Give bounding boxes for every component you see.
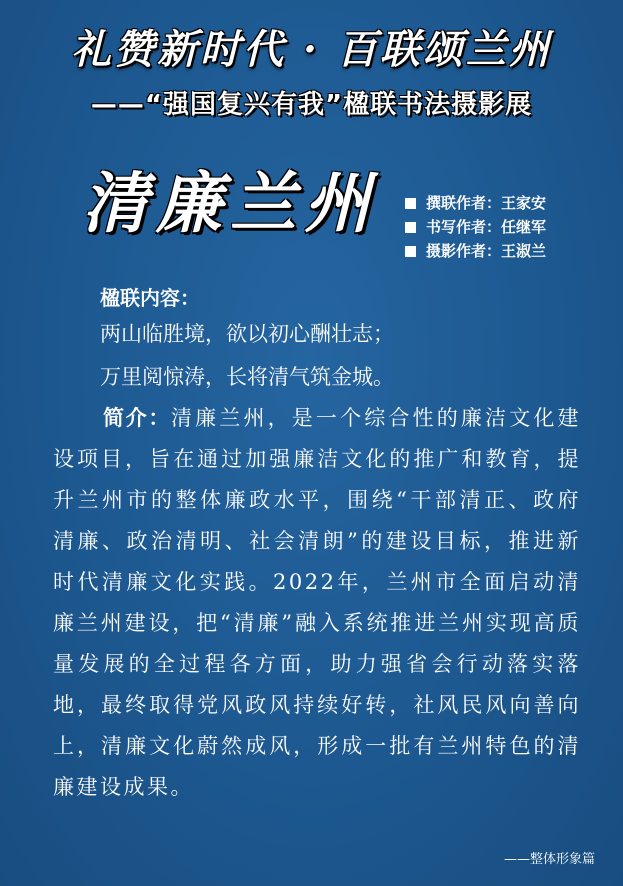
series-label: ——整体形象篇: [503, 852, 595, 867]
main-title: 礼赞新时代 · 百联颂兰州: [71, 26, 552, 73]
couplet-label: 楹联内容：: [100, 286, 200, 310]
credit-item: [405, 215, 546, 239]
credit-calligrapher: 书写作者：任继军: [426, 218, 547, 236]
credit-item: [405, 191, 546, 215]
credit-couplet-author: 撰联作者：王家安: [426, 194, 547, 212]
couplet-line-1: 两山临胜境，欲以初心酬壮志；: [100, 322, 394, 346]
credit-photographer: 摄影作者：王淑兰: [426, 242, 547, 260]
intro-paragraph: [53, 398, 581, 808]
intro-text: 清廉兰州，是一个综合性的廉洁文化建设项目，旨在通过加强廉洁文化的推广和教育，提升兰州市的整体廉政水平，围绕“干部清正、政府清廉、政治清明、社会清朗”的建设目标，推进新时代清廉文化实践。2022年，兰州市全面启动清廉兰州建设，把“清廉”融入系统推进兰州实现高质量发展的全过程各方面，助力强省会行动落实落地，最终取得党风政风持续好转，社风民风向善向上，清廉文化蔚然成风，形成一批有兰州特色的清廉建设成果。: [53, 406, 582, 799]
intro-lead-label: 简介：: [103, 406, 171, 430]
subtitle: ——“强国复兴有我”楹联书法摄影展: [90, 90, 533, 120]
credits-list: [405, 191, 546, 263]
project-title: 清廉兰州: [82, 164, 378, 242]
couplet-line-2: 万里阅惊涛，长将清气筑金城。: [100, 365, 394, 389]
square-bullet-icon: [405, 246, 416, 257]
square-bullet-icon: [405, 198, 416, 209]
square-bullet-icon: [405, 222, 416, 233]
credit-item: [405, 239, 546, 263]
